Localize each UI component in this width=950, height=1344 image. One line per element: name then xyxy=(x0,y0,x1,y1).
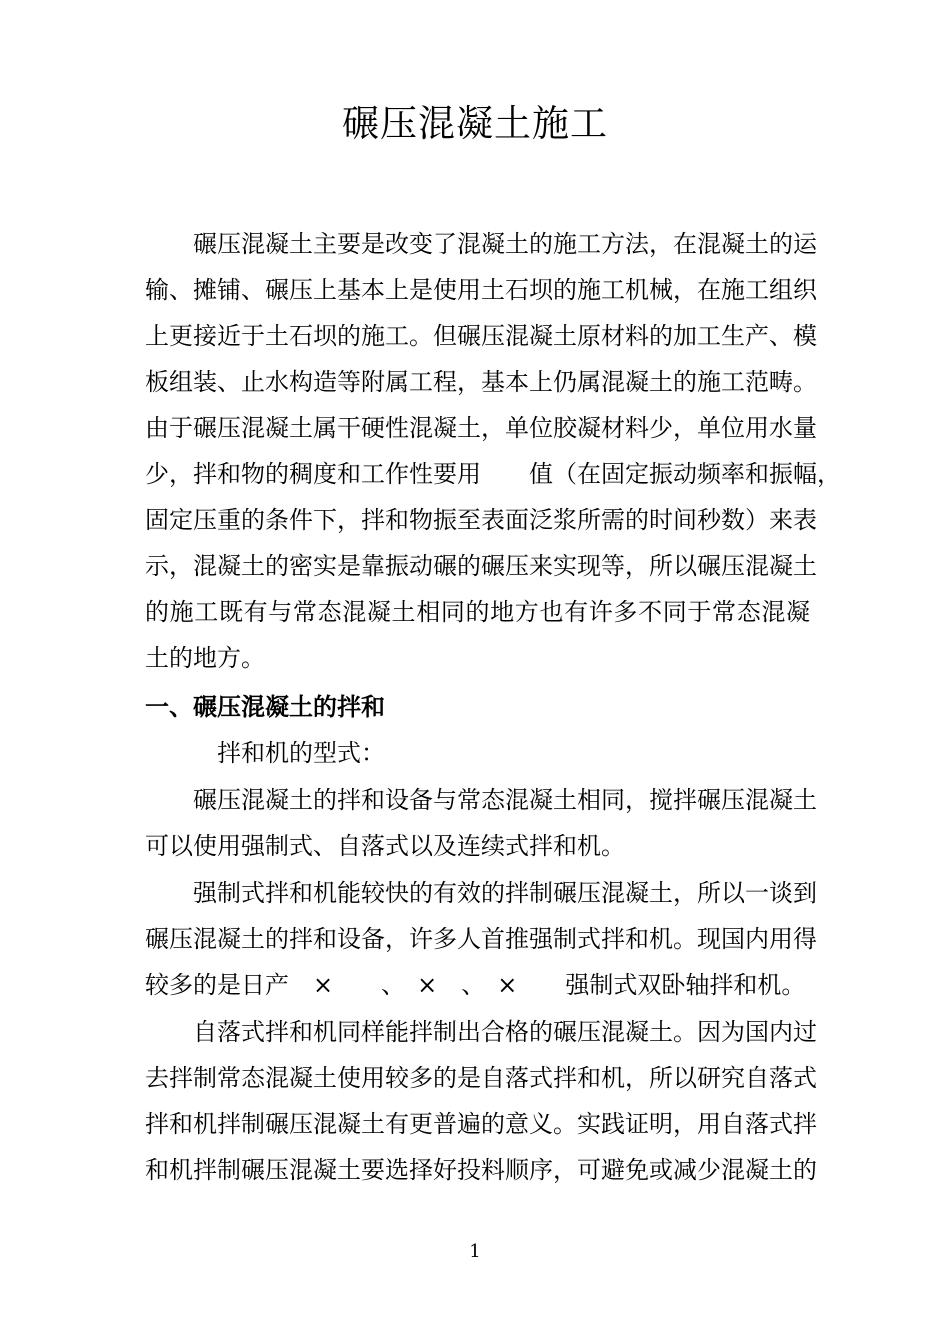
paragraph-line: 自落式拌和机同样能拌制出合格的碾压混凝土。因为国内过 xyxy=(193,1018,817,1046)
paragraph-line: 强制式拌和机能较快的有效的拌制碾压混凝土，所以一谈到 xyxy=(193,879,817,907)
paragraph-line: 少，拌和物的稠度和工作性要用 值（在固定振动频率和振幅， xyxy=(145,460,841,488)
paragraph-line: 示，混凝土的密实是靠振动碾的碾压来实现等，所以碾压混凝土 xyxy=(145,552,817,580)
paragraph-line: 碾压混凝土主要是改变了混凝土的施工方法，在混凝土的运 xyxy=(193,230,817,258)
paragraph-line: 上更接近于土石坝的施工。但碾压混凝土原材料的加工生产、模 xyxy=(145,322,817,350)
paragraph-line: 较多的是日产 × 、 × 、 × 强制式双卧轴拌和机。 xyxy=(145,971,806,999)
paragraph-line: 板组装、止水构造等附属工程，基本上仍属混凝土的施工范畴。 xyxy=(145,368,817,396)
page-number: 1 xyxy=(469,1241,481,1262)
section-heading: 一、碾压混凝土的拌和 xyxy=(145,693,385,721)
paragraph-line: 去拌制常态混凝土使用较多的是自落式拌和机，所以研究自落式 xyxy=(145,1064,817,1092)
subheading-line: 拌和机的型式： xyxy=(217,739,385,767)
page-title: 碾压混凝土施工 xyxy=(342,102,608,145)
paragraph-line: 固定压重的条件下，拌和物振至表面泛浆所需的时间秒数）来表 xyxy=(145,506,817,534)
paragraph-line: 的施工既有与常态混凝土相同的地方也有许多不同于常态混凝 xyxy=(145,598,810,626)
paragraph-line: 碾压混凝土的拌和设备与常态混凝土相同，搅拌碾压混凝土 xyxy=(193,786,817,814)
paragraph-line: 土的地方。 xyxy=(145,644,265,672)
paragraph-line: 由于碾压混凝土属干硬性混凝土，单位胶凝材料少，单位用水量 xyxy=(145,414,817,442)
paragraph-line: 和机拌制碾压混凝土要选择好投料顺序，可避免或减少混凝土的 xyxy=(145,1156,817,1184)
paragraph-line: 输、摊铺、碾压上基本上是使用土石坝的施工机械，在施工组织 xyxy=(145,276,817,304)
paragraph-line: 可以使用强制式、自落式以及连续式拌和机。 xyxy=(145,832,625,860)
paragraph-line: 碾压混凝土的拌和设备，许多人首推强制式拌和机。现国内用得 xyxy=(145,925,817,953)
paragraph-line: 拌和机拌制碾压混凝土有更普遍的意义。实践证明，用自落式拌 xyxy=(145,1110,817,1138)
